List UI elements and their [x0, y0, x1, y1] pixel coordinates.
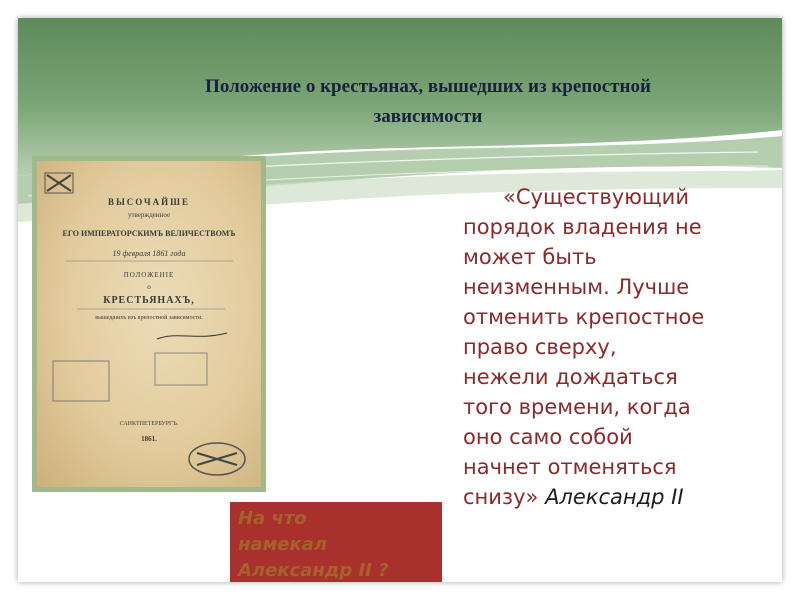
title-line-2: зависимости	[373, 106, 483, 127]
quote-line: «Существующий	[503, 185, 689, 209]
quote-line: отменить крепостное	[463, 305, 705, 329]
doc-line-5: ПОЛОЖЕНІЕ	[123, 271, 175, 279]
quote-line: снизу»	[463, 485, 539, 509]
slide-title	[88, 72, 768, 132]
quote-line: того времени, когда	[463, 395, 691, 419]
quote-line: оно само собой	[463, 425, 633, 449]
quote-author: Александр II	[545, 485, 684, 509]
doc-line-3: ЕГО ИМПЕРАТОРСКИМЪ ВЕЛИЧЕСТВОМЪ	[62, 229, 236, 238]
doc-line-6: о	[147, 283, 151, 291]
question-text	[238, 506, 438, 582]
quote-last-line	[463, 482, 763, 512]
quote-line: неизменным. Лучше	[463, 275, 690, 299]
title-line-1: Положение о крестьянах, вышедших из крепостной	[205, 76, 651, 97]
question-line-2: намекал	[238, 534, 328, 555]
doc-line-4: 19 февраля 1861 года	[112, 249, 186, 258]
doc-line-2: утвержденное	[127, 211, 171, 219]
quote-line: порядок владения не	[463, 215, 702, 239]
doc-line-8: вышедшихъ изъ крепостной зависимости.	[95, 315, 203, 321]
quote-line: нежели дождаться	[463, 365, 678, 389]
doc-line-9: САНКТПЕТЕРБУРГЪ.	[119, 421, 179, 427]
quote-line: может быть	[463, 245, 597, 269]
slide	[18, 18, 782, 582]
quote-line: право сверху,	[463, 335, 617, 359]
question-box	[230, 502, 442, 582]
doc-line-10: 1861.	[141, 435, 157, 443]
doc-line-1: ВЫСОЧАЙШЕ	[107, 197, 191, 207]
question-line-3: Александр II ?	[238, 560, 389, 581]
question-line-1: На что	[238, 508, 307, 529]
quote-text	[463, 182, 763, 512]
document-photo	[32, 156, 266, 492]
doc-line-7: КРЕСТЬЯНАХЪ,	[103, 295, 195, 306]
quote-line: начнет отменяться	[463, 455, 677, 479]
